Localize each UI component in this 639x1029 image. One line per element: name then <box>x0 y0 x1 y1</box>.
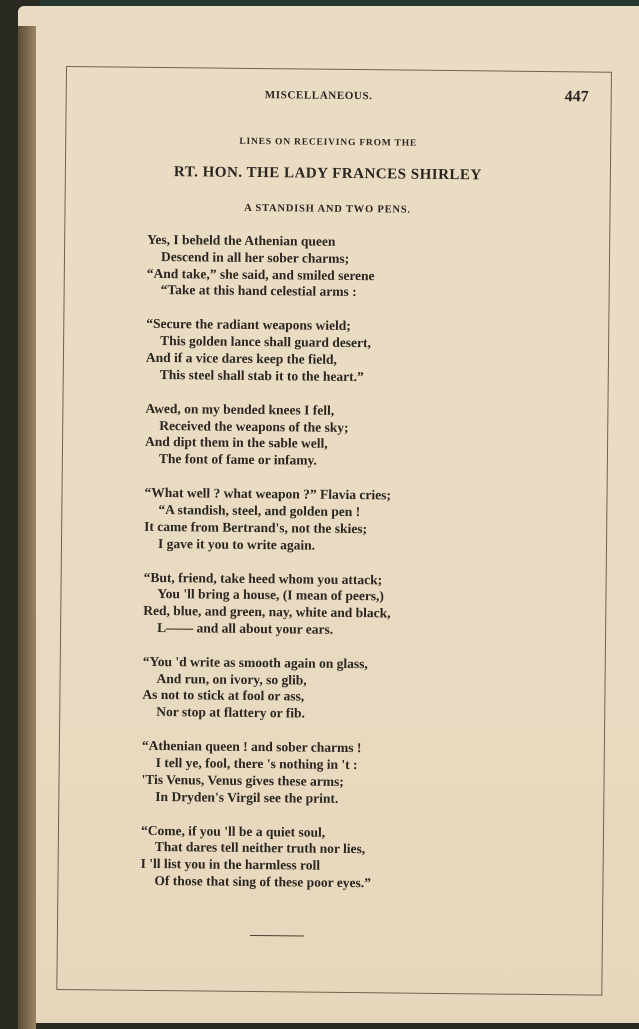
poem-line: Descend in all her sober charms; <box>160 248 350 266</box>
poem-line: Awed, on my bended knees I fell, <box>145 400 335 418</box>
poem-line: I tell ye, fool, there 's nothing in 't : <box>155 755 358 773</box>
poem-line: And run, on ivory, so glib, <box>156 670 307 688</box>
poem-line: This steel shall stab it to the heart.” <box>159 366 364 384</box>
poem-line: 'Tis Venus, Venus gives these arms; <box>141 771 344 789</box>
poem-line: It came from Bertrand's, not the skies; <box>144 518 368 536</box>
poem-stanza <box>141 738 472 809</box>
poem-line: I 'll list you in the harmless roll <box>140 856 321 873</box>
poem-line: As not to stick at fool or ass, <box>142 687 305 704</box>
poem-title-line-3: A STANDISH AND TWO PENS. <box>244 202 411 216</box>
poem-line: I gave it you to write again. <box>157 535 316 553</box>
poem-stanza <box>144 485 475 556</box>
book-page <box>18 6 639 1023</box>
poem-stanza <box>147 232 478 303</box>
page-gutter <box>18 26 36 1029</box>
poem-line: That dares tell neither truth nor lies, <box>154 839 366 857</box>
poem-line: Nor stop at flattery or fib. <box>156 704 306 721</box>
poem-stanza <box>143 569 474 640</box>
poem-line: “What well ? what weapon ?” Flavia cries; <box>144 484 391 503</box>
poem-title-line-1: LINES ON RECEIVING FROM THE <box>239 136 418 149</box>
poem-line: “Take at this hand celestial arms : <box>160 282 357 300</box>
poem-line: And dipt them in the sable well, <box>144 434 328 452</box>
poem-line: “You 'd write as smooth again on glass, <box>142 653 368 672</box>
poem-line: “Athenian queen ! and sober charms ! <box>141 738 362 756</box>
poem-title-line-2: RT. HON. THE LADY FRANCES SHIRLEY <box>173 164 482 184</box>
page-number: 447 <box>564 88 589 106</box>
poem-stanza <box>142 654 473 725</box>
poem-stanza <box>140 822 471 893</box>
poem-line: Of those that sing of these poor eyes.” <box>154 872 372 891</box>
poem-line: “And take,” she said, and smiled serene <box>146 265 375 283</box>
poem-line: “But, friend, take heed whom you attack; <box>143 569 383 587</box>
poem-line: You 'll bring a house, (I mean of peers,) <box>157 586 385 604</box>
poem-line: Received the weapons of the sky; <box>159 417 349 435</box>
poem-stanza <box>145 401 476 472</box>
poem-line: Yes, I beheld the Athenian queen <box>147 231 336 249</box>
running-header: MISCELLANEOUS. <box>264 89 373 103</box>
poem-line: “Secure the radiant weapons wield; <box>146 316 351 334</box>
poem-body <box>140 232 477 910</box>
poem-line: The font of fame or infamy. <box>158 451 317 468</box>
poem-line: This golden lance shall guard desert, <box>160 333 371 351</box>
poem-line: L—— and all about your ears. <box>157 619 334 637</box>
poem-line: Red, blue, and green, nay, white and black, <box>143 602 391 621</box>
poem-line: “A standish, steel, and golden pen ! <box>158 501 361 520</box>
poem-line: “Come, if you 'll be a quiet soul, <box>140 822 326 840</box>
poem-stanza <box>146 316 477 387</box>
poem-line: In Dryden's Virgil see the print. <box>155 788 339 806</box>
page-border <box>56 66 612 996</box>
poem-line: And if a vice dares keep the field, <box>145 349 338 367</box>
end-rule <box>250 935 304 937</box>
